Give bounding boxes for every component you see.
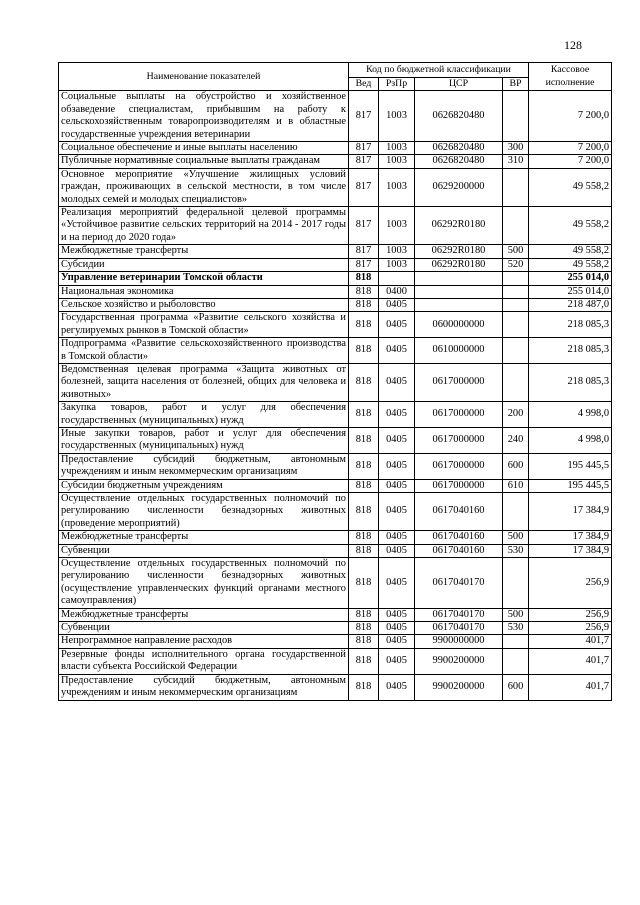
row-amount: 17 384,9 [529,493,612,531]
row-ved: 818 [349,493,379,531]
row-ved: 818 [349,427,379,453]
row-amount: 218 085,3 [529,363,612,401]
header-vr: ВР [503,78,529,91]
row-amount: 255 014,0 [529,272,612,285]
row-rzpr: 1003 [379,142,415,155]
table-body [59,91,612,700]
table-row [59,298,612,311]
row-vr [503,338,529,364]
row-rzpr: 1003 [379,91,415,142]
row-vr [503,635,529,648]
row-ved: 818 [349,338,379,364]
row-amount: 218 085,3 [529,338,612,364]
row-name: Межбюджетные трансферты [59,608,349,621]
row-csr: 0617000000 [415,479,503,492]
table-row [59,272,612,285]
row-ved: 818 [349,674,379,700]
row-csr: 0626820480 [415,155,503,168]
table-row [59,453,612,479]
row-name: Межбюджетные трансферты [59,245,349,258]
row-vr [503,207,529,245]
row-vr: 610 [503,479,529,492]
row-ved: 818 [349,285,379,298]
row-rzpr: 0405 [379,402,415,428]
row-rzpr: 0405 [379,493,415,531]
row-csr: 0626820480 [415,91,503,142]
row-vr: 300 [503,142,529,155]
row-ved: 818 [349,622,379,635]
row-rzpr: 0405 [379,531,415,544]
row-rzpr [379,272,415,285]
row-amount: 256,9 [529,622,612,635]
table-row [59,312,612,338]
row-csr: 9900200000 [415,674,503,700]
table-row [59,648,612,674]
row-amount: 49 558,2 [529,207,612,245]
row-name: Управление ветеринарии Томской области [59,272,349,285]
row-vr: 600 [503,453,529,479]
row-csr: 9900200000 [415,648,503,674]
row-ved: 818 [349,402,379,428]
row-amount: 195 445,5 [529,479,612,492]
row-ved: 817 [349,142,379,155]
row-vr: 200 [503,402,529,428]
row-ved: 817 [349,207,379,245]
row-vr: 500 [503,245,529,258]
row-amount: 4 998,0 [529,402,612,428]
row-name: Субвенции [59,622,349,635]
row-amount: 256,9 [529,558,612,609]
table-row [59,427,612,453]
row-amount: 49 558,2 [529,245,612,258]
row-vr [503,91,529,142]
row-ved: 818 [349,272,379,285]
row-csr [415,298,503,311]
row-amount: 256,9 [529,608,612,621]
row-csr: 06292R0180 [415,258,503,271]
row-rzpr: 1003 [379,155,415,168]
row-amount: 4 998,0 [529,427,612,453]
row-name: Основное мероприятие «Улучшение жилищных условий граждан, проживающих в сельской местности, в том числе молодых семей и молодых специалистов» [59,168,349,206]
row-csr: 0610000000 [415,338,503,364]
row-vr: 600 [503,674,529,700]
table-row [59,608,612,621]
row-amount: 49 558,2 [529,168,612,206]
row-amount: 255 014,0 [529,285,612,298]
row-name: Иные закупки товаров, работ и услуг для обеспечения государственных (муниципальных) нужд [59,427,349,453]
row-name: Субсидии бюджетным учреждениям [59,479,349,492]
row-rzpr: 0400 [379,285,415,298]
row-rzpr: 0405 [379,544,415,557]
row-vr [503,648,529,674]
row-csr [415,272,503,285]
row-name: Предоставление субсидий бюджетным, автономным учреждениям и иным некоммерческим организациям [59,453,349,479]
row-csr: 06292R0180 [415,245,503,258]
row-rzpr: 1003 [379,168,415,206]
row-rzpr: 0405 [379,312,415,338]
row-rzpr: 0405 [379,363,415,401]
table-row [59,142,612,155]
row-ved: 818 [349,453,379,479]
row-rzpr: 0405 [379,558,415,609]
row-name: Субсидии [59,258,349,271]
row-vr [503,363,529,401]
row-name: Реализация мероприятий федеральной целевой программы «Устойчивое развитие сельских территорий на 2014 - 2017 годы и на период до 2020 года» [59,207,349,245]
row-csr: 0617040160 [415,544,503,557]
table-row [59,168,612,206]
row-ved: 817 [349,155,379,168]
row-name: Межбюджетные трансферты [59,531,349,544]
row-vr: 520 [503,258,529,271]
row-csr [415,285,503,298]
row-name: Социальное обеспечение и иные выплаты населению [59,142,349,155]
row-vr [503,312,529,338]
row-rzpr: 0405 [379,622,415,635]
row-name: Сельское хозяйство и рыболовство [59,298,349,311]
row-rzpr: 1003 [379,245,415,258]
header-ved: Вед [349,78,379,91]
row-rzpr: 1003 [379,258,415,271]
row-amount: 218 487,0 [529,298,612,311]
row-csr: 0617040170 [415,608,503,621]
table-row [59,155,612,168]
row-name: Непрограммное направление расходов [59,635,349,648]
table-row [59,258,612,271]
row-ved: 817 [349,245,379,258]
row-rzpr: 0405 [379,635,415,648]
header-name: Наименование показателей [59,63,349,91]
row-name: Осуществление отдельных государственных полномочий по регулированию численности безнадзорных животных (проведение мероприятий) [59,493,349,531]
row-csr: 0600000000 [415,312,503,338]
row-csr: 0617040170 [415,622,503,635]
row-amount: 17 384,9 [529,544,612,557]
page-number: 128 [564,38,582,52]
table-row [59,338,612,364]
row-ved: 817 [349,258,379,271]
row-amount: 7 200,0 [529,91,612,142]
row-rzpr: 0405 [379,453,415,479]
header-code-group: Код по бюджетной классификации [349,63,529,78]
table-row [59,285,612,298]
row-vr [503,298,529,311]
table-row [59,544,612,557]
row-ved: 818 [349,298,379,311]
row-ved: 818 [349,608,379,621]
row-ved: 818 [349,558,379,609]
row-name: Государственная программа «Развитие сельского хозяйства и регулируемых рынков в Томской области» [59,312,349,338]
row-ved: 818 [349,648,379,674]
row-amount: 49 558,2 [529,258,612,271]
row-vr: 530 [503,622,529,635]
row-rzpr: 0405 [379,338,415,364]
table-row [59,91,612,142]
row-rzpr: 0405 [379,479,415,492]
table-row [59,558,612,609]
table-row [59,531,612,544]
row-vr: 500 [503,608,529,621]
table-row [59,622,612,635]
row-name: Предоставление субсидий бюджетным, автономным учреждениям и иным некоммерческим организациям [59,674,349,700]
row-vr [503,272,529,285]
row-name: Ведомственная целевая программа «Защита животных от болезней, защита населения от болезней, общих для человека и животных» [59,363,349,401]
row-rzpr: 0405 [379,608,415,621]
row-name: Социальные выплаты на обустройство и хозяйственное обзаведение специалистам, прибывшим на работу к сельскохозяйственным товаропроизводителям и в областные государственные учреждения ветеринарии [59,91,349,142]
row-csr: 0617040170 [415,558,503,609]
row-vr [503,285,529,298]
row-name: Осуществление отдельных государственных полномочий по регулированию численности безнадзорных животных (осуществление управленческих функций органами местного самоуправления) [59,558,349,609]
header-csr: ЦСР [415,78,503,91]
row-vr: 500 [503,531,529,544]
row-name: Субвенции [59,544,349,557]
row-ved: 818 [349,312,379,338]
row-csr: 9900000000 [415,635,503,648]
row-vr: 530 [503,544,529,557]
row-csr: 0629200000 [415,168,503,206]
row-vr: 310 [503,155,529,168]
table-row [59,674,612,700]
row-ved: 817 [349,91,379,142]
row-csr: 06292R0180 [415,207,503,245]
row-amount: 195 445,5 [529,453,612,479]
row-amount: 401,7 [529,674,612,700]
table-row [59,402,612,428]
row-vr [503,558,529,609]
row-ved: 817 [349,168,379,206]
row-amount: 17 384,9 [529,531,612,544]
row-vr [503,493,529,531]
row-name: Национальная экономика [59,285,349,298]
row-rzpr: 0405 [379,298,415,311]
row-name: Резервные фонды исполнительного органа государственной власти субъекта Российской Федерации [59,648,349,674]
row-amount: 7 200,0 [529,142,612,155]
row-ved: 818 [349,363,379,401]
row-name: Публичные нормативные социальные выплаты гражданам [59,155,349,168]
table-row [59,207,612,245]
row-rzpr: 0405 [379,427,415,453]
row-csr: 0617040160 [415,531,503,544]
row-amount: 7 200,0 [529,155,612,168]
row-ved: 818 [349,544,379,557]
table-row [59,493,612,531]
row-csr: 0617000000 [415,453,503,479]
row-csr: 0617000000 [415,363,503,401]
row-amount: 218 085,3 [529,312,612,338]
row-amount: 401,7 [529,635,612,648]
table-row [59,363,612,401]
row-ved: 818 [349,531,379,544]
table-row [59,635,612,648]
row-amount: 401,7 [529,648,612,674]
table-row [59,245,612,258]
row-rzpr: 0405 [379,674,415,700]
row-name: Подпрограмма «Развитие сельскохозяйственного производства в Томской области» [59,338,349,364]
row-csr: 0617040160 [415,493,503,531]
row-vr [503,168,529,206]
row-name: Закупка товаров, работ и услуг для обеспечения государственных (муниципальных) нужд [59,402,349,428]
table-row [59,479,612,492]
row-rzpr: 0405 [379,648,415,674]
row-csr: 0617000000 [415,427,503,453]
row-csr: 0626820480 [415,142,503,155]
header-rzpr: РзПр [379,78,415,91]
row-ved: 818 [349,479,379,492]
row-ved: 818 [349,635,379,648]
header-amount: Кассовое исполнение [529,63,612,91]
row-rzpr: 1003 [379,207,415,245]
budget-table [58,62,612,701]
row-csr: 0617000000 [415,402,503,428]
row-vr: 240 [503,427,529,453]
